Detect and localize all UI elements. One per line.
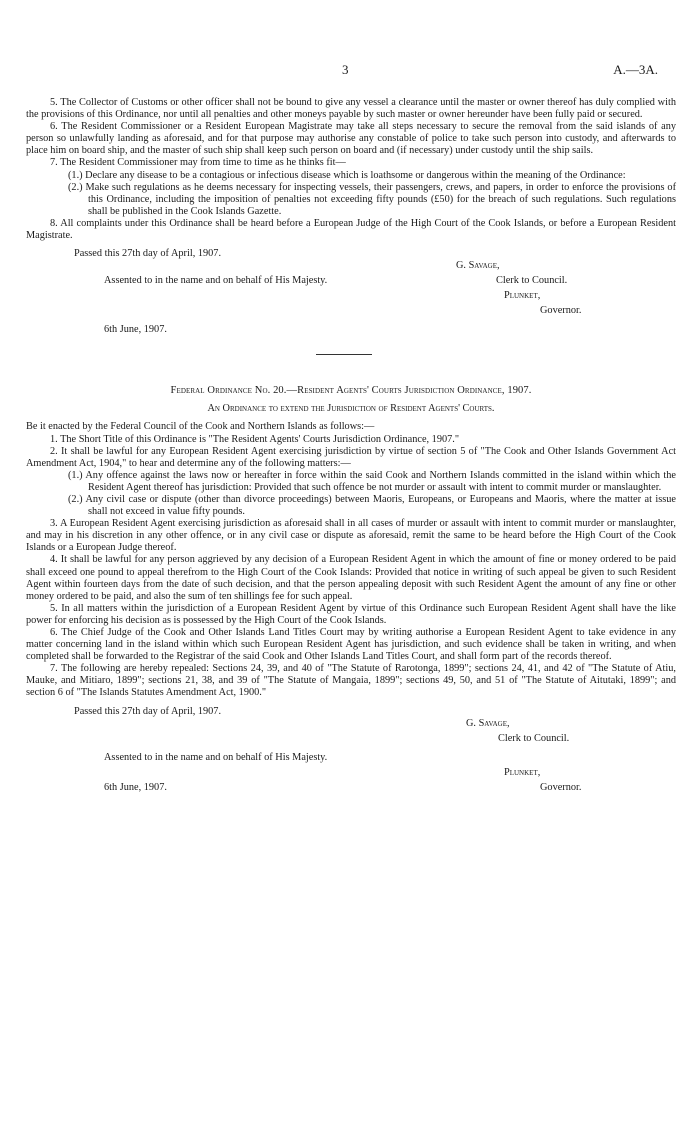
assent-row <box>26 275 676 290</box>
section-8: 8. All complaints under this Ordinance shall be heard before a European Judge of the High Court of the Cook Islands, or before a European Resident Magistrate. <box>26 217 676 242</box>
section-2: 2. It shall be lawful for any European Resident Agent exercising jurisdiction by virtue of section 5 of "The Cook and Other Islands Government Act Amendment Act, 1904," to hear and determine any of the following matters:— <box>26 445 676 469</box>
section-7-item-2: (2.) Make such regulations as he deems necessary for inspecting vessels, their passengers, crews, and papers, in order to enforce the provisions of this Ordinance, including the imposition of penalties not exceeding fifty pounds (£50) for the breach of such regulations. Such regulations shall be published in the Cook Islands Gazette. <box>68 181 676 217</box>
assent-line: Assented to in the name and on behalf of His Majesty. <box>104 275 328 287</box>
passed-line-2: Passed this 27th day of April, 1907. <box>74 705 222 717</box>
assent-row-2 <box>26 752 676 767</box>
clerk-title: Clerk to Council. <box>496 275 568 287</box>
enacting-clause: Be it enacted by the Federal Council of the Cook and Northern Islands as follows:— <box>26 421 375 433</box>
section-6-b: 6. The Chief Judge of the Cook and Other Islands Land Titles Court may by writing authorise a European Resident Agent to take evidence in any matter concerning land in the island within which such European Resident Agent has jurisdiction, and such evidence shall be taken in writing, and when completed shall be forwarded to the Registrar of the said Cook and Other Islands Land Titles Court, and shall form part of the records thereof. <box>26 627 676 663</box>
section-5-b: 5. In all matters within the jurisdiction of a European Resident Agent by virtue of this Ordinance such European Resident Agent shall have the like power for enforcing his decision as is possessed by the High Court of the Cook Islands. <box>26 602 676 626</box>
clerk-title-row-2 <box>26 733 676 748</box>
document-body <box>26 97 676 797</box>
clerk-name-2: G. Savage, <box>466 717 510 729</box>
section-3: 3. A European Resident Agent exercising jurisdiction as aforesaid shall in all cases of murder or assault with intent to commit murder or manslaughter, and may in his discretion in any other offence, or in any civil case or dispute as aforesaid, remit the same to be heard before the High Court of the Cook Islands or a European Judge thereof. <box>26 518 676 554</box>
section-2-item-2: (2.) Any civil case or dispute (other than divorce proceedings) between Maoris, Europeans, or Europeans and Maoris, where the matter at issue shall not exceed in value fifty pounds. <box>68 493 676 518</box>
assent-date-2: 6th June, 1907. <box>104 781 167 793</box>
page-header <box>0 64 700 80</box>
governor-name: Plunket, <box>504 290 541 302</box>
ordinance-title: Federal Ordinance No. 20.—Resident Agents' Courts Jurisdiction Ordinance, 1907. <box>170 385 532 397</box>
date-row-2 <box>26 782 676 797</box>
section-4: 4. It shall be lawful for any person aggrieved by any decision of a European Resident Agent in which the amount of fine or money ordered to be paid shall exceed one pound to appeal therefrom to the High Court of the Cook Islands: Provided that notice in writing of such appeal be given to such Resident Agent within fourteen days from the date of such decision, and that the person appealing deposit with such Resident Agent the amount of any fine or other money ordered to be paid, and also the sum of ten shillings fee for such appeal. <box>26 554 676 602</box>
clerk-signature-row <box>26 260 676 275</box>
section-7-item-1: (1.) Declare any disease to be a contagious or infectious disease which is loathsome or dangerous within the meaning of the Ordinance: <box>68 169 626 181</box>
section-5: 5. The Collector of Customs or other officer shall not be bound to give any vessel a clearance until the master or owner thereof has duly complied with the provisions of this Ordinance, nor until all penalties and other moneys payable by such master or owner hereunder have been fully paid or secured. <box>26 97 676 121</box>
assent-line-2: Assented to in the name and on behalf of His Majesty. <box>104 751 328 763</box>
section-divider <box>316 354 372 355</box>
document-reference: A.—3A. <box>613 62 658 77</box>
assent-date: 6th June, 1907. <box>104 324 167 336</box>
governor-row <box>26 290 676 305</box>
governor-row-2 <box>26 767 676 782</box>
section-7: 7. The Resident Commissioner may from time to time as he thinks fit— <box>50 157 346 169</box>
governor-title-row <box>26 305 676 320</box>
governor-title-2: Governor. <box>540 781 582 793</box>
section-1: 1. The Short Title of this Ordinance is "The Resident Agents' Courts Jurisdiction Ordinance, 1907." <box>50 433 460 445</box>
clerk-title-2: Clerk to Council. <box>498 732 570 744</box>
passed-line: Passed this 27th day of April, 1907. <box>74 248 222 260</box>
page-number: 3 <box>342 62 349 77</box>
ordinance-subtitle: An Ordinance to extend the Jurisdiction of Resident Agents' Courts. <box>207 403 495 415</box>
governor-name-2: Plunket, <box>504 766 541 778</box>
date-row <box>26 324 676 339</box>
governor-title: Governor. <box>540 305 582 317</box>
clerk-name: G. Savage, <box>456 260 500 272</box>
section-7-b: 7. The following are hereby repealed: Sections 24, 39, and 40 of "The Statute of Rarotonga, 1899"; sections 24, 41, and 42 of "The Statute of Atiu, Mauke, and Mitiaro, 1899"; sections 21, 38, and 39 of "The Statute of Mangaia, 1899"; sections 49, 50, and 51 of "The Statute of Aitutaki, 1899"; and section 6 of "The Islands Statutes Amendment Act, 1900." <box>26 663 676 699</box>
section-2-item-1: (1.) Any offence against the laws now or hereafter in force within the said Cook and Northern Islands committed in the island within which the Resident Agent thereof has jurisdiction: Provided that such offence be not murder or assault with intent to commit murder or manslaughter. <box>68 469 676 493</box>
clerk-signature-row-2 <box>26 718 676 733</box>
section-6: 6. The Resident Commissioner or a Resident European Magistrate may take all steps necessary to secure the removal from the said islands of any person so unlawfully landing as aforesaid, and for that purpose may authorise any constable of police to take such person into custody, and afterwards to place him on board ship, and the master of such ship shall keep such person on board and (if necessary) under custody until the ship sails. <box>26 121 676 157</box>
